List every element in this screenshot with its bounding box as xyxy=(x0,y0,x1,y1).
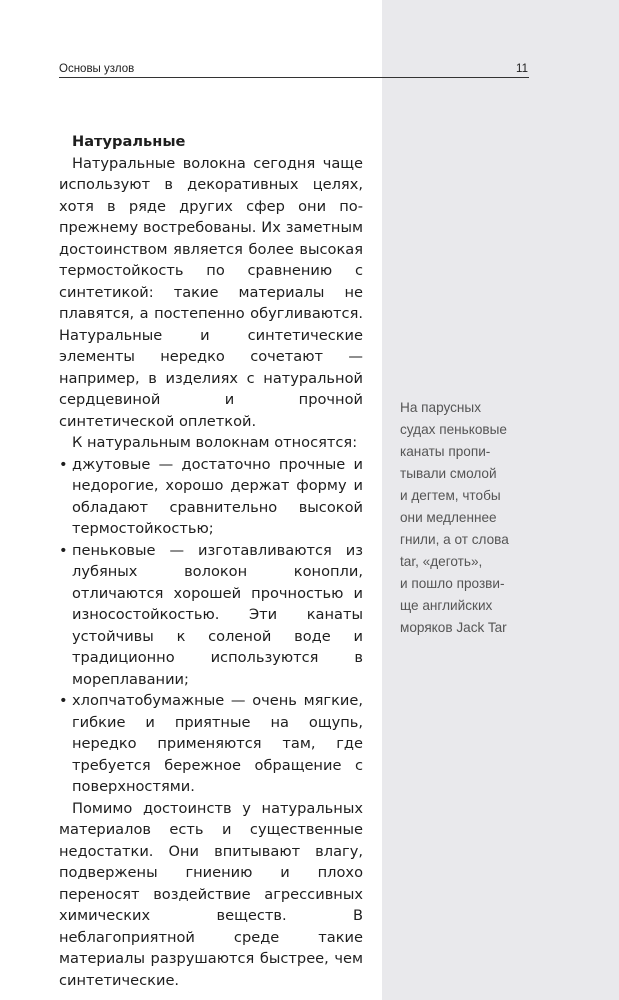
page-number: 11 xyxy=(516,63,528,75)
sidebar-note-line: моряков Jack Tar xyxy=(400,620,507,635)
bullet-marker: • xyxy=(59,455,68,473)
bullet-marker: • xyxy=(59,692,68,709)
fiber-types-list xyxy=(59,454,363,798)
running-title: Основы узлов xyxy=(59,63,135,75)
bullet-marker: • xyxy=(59,541,68,559)
sidebar-note xyxy=(400,397,575,639)
list-item-hemp xyxy=(59,540,363,691)
sidebar-note-line: судах пеньковые xyxy=(400,422,507,437)
section-heading: Натуральные xyxy=(72,133,186,150)
list-item-text: пеньковые — изготавливаются из лубяных волокон конопли, отличаются хорошей прочностью и износостойкостью. Эти канаты устойчивы к соленой воде и традиционно используются в мореплавании; xyxy=(72,541,363,688)
main-text-column xyxy=(59,131,363,991)
paragraph-intro: Натуральные волокна сегодня чаще используют в декоративных целях, хотя в ряде других сфер они по-прежнему востребованы. Их заметным достоинством является более высокая термостойкость по сравнению с синтетикой: такие материалы не плавятся, а постепенно обугливаются. Натуральные и синтетические элементы нередко сочетают — например, в изделиях с натуральной сердцевиной и прочной синтетической оплеткой. xyxy=(59,154,363,430)
sidebar-note-line: они медленнее xyxy=(400,510,497,525)
sidebar-note-line: и пошло прозви- xyxy=(400,576,505,591)
sidebar-note-line: На парусных xyxy=(400,400,481,415)
paragraph-list-intro: К натуральным волокнам относятся: xyxy=(72,434,358,451)
sidebar-note-line: тывали смолой xyxy=(400,466,497,481)
sidebar-note-line: ще английских xyxy=(400,598,493,613)
list-item-text: джутовые — достаточно прочные и недорогие, хорошо держат форму и обладают сравнительно высокой термостойкостью; xyxy=(72,455,363,537)
list-item-cotton xyxy=(59,690,363,798)
sidebar-note-line: tar, «деготь», xyxy=(400,554,483,569)
sidebar-note-line: и дегтем, чтобы xyxy=(400,488,501,503)
paragraph-drawbacks: Помимо достоинств у натуральных материалов есть и существенные недостатки. Они впитывают влагу, подвержены гниению и плохо переносят воздействие агрессивных химических веществ. В неблагоприятной среде такие материалы разрушаются быстрее, чем синтетические. xyxy=(59,799,363,989)
list-item-jute xyxy=(59,454,363,540)
sidebar-note-line: канаты пропи- xyxy=(400,444,491,459)
list-item-text: хлопчатобумажные — очень мягкие, гибкие и приятные на ощупь, нередко применяются там, где требуется бережное обращение с поверхностями. xyxy=(72,692,363,795)
sidebar-note-line: гнили, а от слова xyxy=(400,532,509,547)
running-header xyxy=(59,61,529,78)
